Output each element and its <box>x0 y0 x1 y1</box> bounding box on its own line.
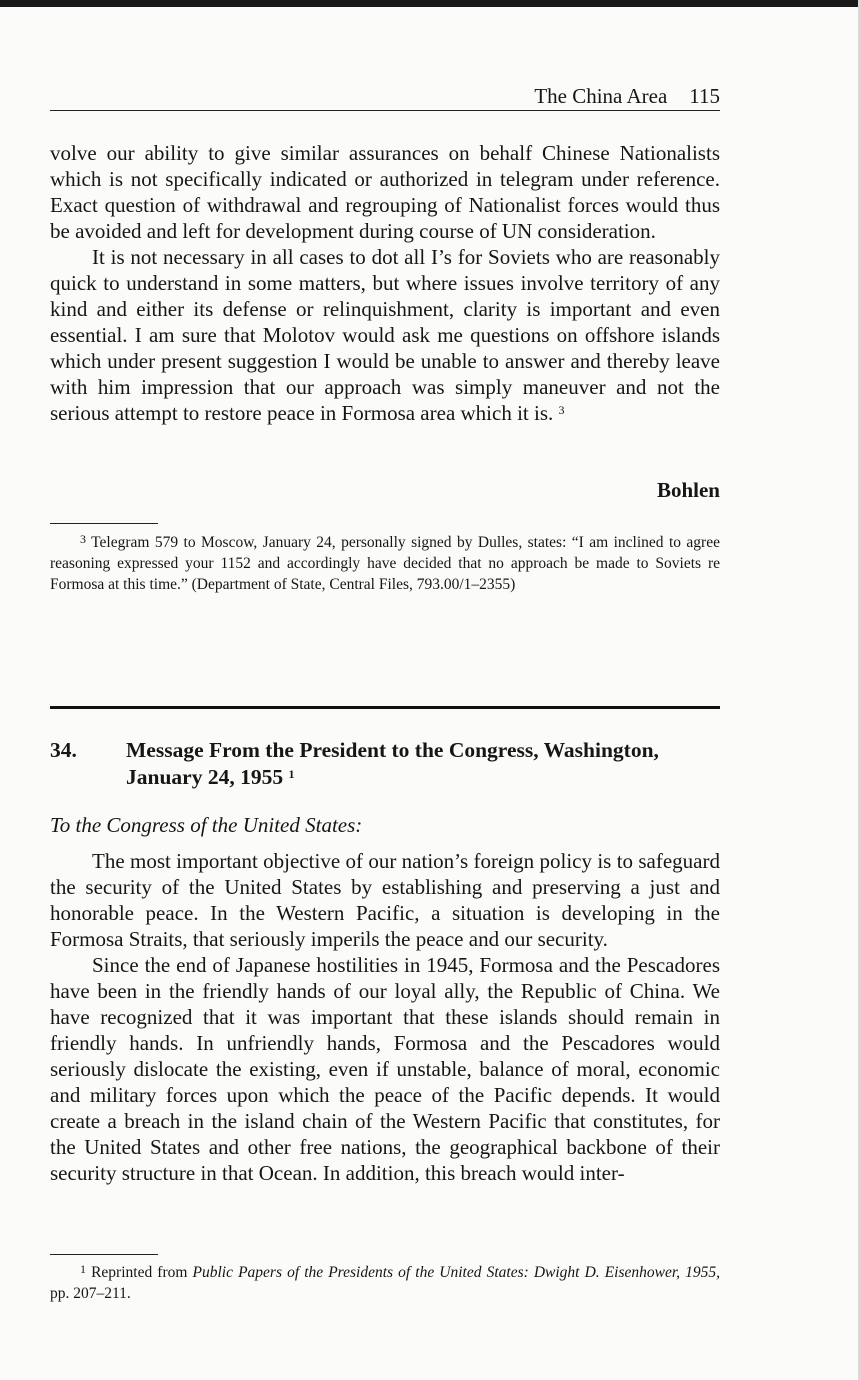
salutation: To the Congress of the United States: <box>50 813 363 837</box>
footnote-3-paragraph <box>50 532 720 595</box>
document-title-block <box>126 737 720 791</box>
footnote-1-marker: 1 <box>80 1262 86 1276</box>
footnote-rule-3 <box>50 523 158 524</box>
header-section-title: The China Area <box>534 84 668 108</box>
section-divider <box>50 706 720 709</box>
page-number: 115 <box>689 84 720 108</box>
header-rule <box>50 110 720 111</box>
footnote-1-pages: pp. 207–211. <box>50 1285 131 1302</box>
telegram-continuation <box>50 140 720 426</box>
footnote-ref-1: 1 <box>288 767 295 781</box>
footnote-rule-1 <box>50 1254 158 1255</box>
footnote-3 <box>50 532 720 595</box>
footnote-1-source: Public Papers of the Presidents of the United States: Dwight D. Eisenhower, 1955, <box>192 1264 721 1281</box>
running-header <box>50 84 720 110</box>
document-title: Message From the President to the Congress, Washington, January 24, 1955 <box>126 738 659 789</box>
footnote-ref-3: 3 <box>558 403 565 417</box>
footnote-1-paragraph <box>50 1262 720 1304</box>
footnote-3-text: Telegram 579 to Moscow, January 24, personally signed by Dulles, states: “I am inclined to agree reasoning expressed your 1152 and accordingly have decided that no approach be made to Soviets re Formosa at this time.” (Department of State, Central Files, 793.00/1–2355) <box>50 534 720 593</box>
message-paragraph-1: The most important objective of our nation’s foreign policy is to safeguard the security of the United States by establishing and preserving a just and honorable peace. In the Western Pacific, a situation is developing in the Formosa Straits, that seriously imperils the peace and our security. <box>50 849 720 951</box>
footnote-3-marker: 3 <box>80 532 86 546</box>
document-number: 34. <box>50 738 77 762</box>
telegram-paragraph-1: volve our ability to give similar assurances on behalf Chinese Nationalists which is not specifically indicated or authorized in telegram under reference. Exact question of withdrawal and regrouping of Nationalist forces would thus be avoided and left for development during course of UN consideration. <box>50 141 720 243</box>
footnote-1 <box>50 1262 720 1304</box>
footnote-1-prefix: Reprinted from <box>91 1264 188 1281</box>
signature: Bohlen <box>656 478 720 502</box>
scan-top-border <box>0 0 861 7</box>
message-body <box>50 848 720 1186</box>
telegram-paragraph-2-text: It is not necessary in all cases to dot all I’s for Soviets who are reasonably quick to understand in some matters, but where issues involve territory of any kind and either its defense or relinquishment, clarity is important and even essential. I am sure that Molotov would ask me questions on offshore islands which under present suggestion I would be unable to answer and thereby leave with him impression that our approach was simply maneuver and not the serious attempt to restore peace in Formosa area which it is. <box>50 245 720 425</box>
message-paragraph-2: Since the end of Japanese hostilities in 1945, Formosa and the Pescadores have been in the friendly hands of our loyal ally, the Republic of China. We have recognized that it was important that these islands should remain in friendly hands. In unfriendly hands, Formosa and the Pescadores would seriously dislocate the existing, even if unstable, balance of moral, economic and military forces upon which the peace of the Pacific depends. It would create a breach in the island chain of the Western Pacific that constitutes, for the United States and other free nations, the geographical backbone of their security structure in that Ocean. In addition, this breach would inter- <box>50 953 720 1185</box>
telegram-paragraph-2 <box>50 244 720 426</box>
